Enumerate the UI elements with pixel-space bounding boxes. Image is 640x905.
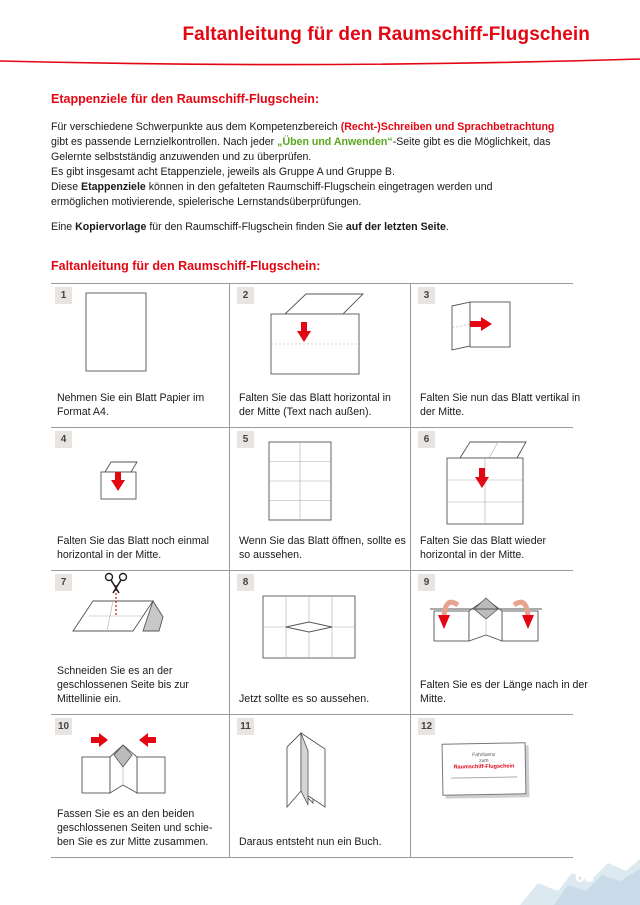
push-together-illustration <box>51 715 225 815</box>
booklet-line-1: Fahrlizenz <box>472 751 496 758</box>
step-caption: Falten Sie das Blatt wieder horizontal in der Mitte. <box>420 535 547 561</box>
step-cell <box>51 428 225 571</box>
step-cell <box>414 428 588 571</box>
refold-illustration <box>414 428 588 528</box>
step-number: 10 <box>55 718 72 735</box>
step-caption: Jetzt sollte es so aussehen. <box>239 692 370 705</box>
step-number: 11 <box>237 718 254 735</box>
step-caption: Falten Sie es der Länge nach in der Mitte. <box>420 678 588 705</box>
steps-row <box>51 427 573 571</box>
section-heading-faltanleitung: Faltanleitung für den Raumschiff-Flugschein: <box>51 259 321 273</box>
step-cell <box>233 571 407 714</box>
folding-steps-grid <box>51 283 588 858</box>
steps-row <box>51 283 581 427</box>
step-number: 4 <box>55 431 72 448</box>
step-cell <box>233 715 407 858</box>
steps-row <box>51 570 588 714</box>
section-heading-etappenziele: Etappenziele für den Raumschiff-Flugschein: <box>51 92 320 106</box>
booklet-line-3: Raumschiff-Flugschein <box>453 762 515 771</box>
step-caption: Fassen Sie es an den beiden geschlossenen Seiten und schie-ben Sie es zur Mitte zusammen. <box>57 808 213 848</box>
unfolded-sheet-illustration <box>233 428 407 528</box>
booklet-line-2: zum <box>479 757 489 764</box>
step-cell <box>414 715 588 858</box>
step-number: 9 <box>418 574 435 591</box>
step-number: 7 <box>55 574 72 591</box>
step-cell <box>51 715 225 858</box>
finished-booklet <box>442 742 527 795</box>
step-cell <box>51 571 225 714</box>
intro-paragraph: Für verschiedene Schwerpunkte aus dem Kompetenzbereich (Recht-)Schreiben und Sprachbetrachtung gibt es passende Lernzielkontrollen. Nach jeder „Üben und Anwenden“-Seite gibt es die Möglichkeit, das Gelernte selbstständig anzuwenden und zu überprüfen. Es gibt insgesamt acht Etappenziele, jeweils als Gruppe A und Gruppe B. Diese Etappenziele können in den gefalteten Raumschiff-Flugschein eingetragen werden und ermöglichen motivierende, spielerische Lernstandsüberprüfungen. <box>51 121 555 208</box>
sheet-illustration <box>51 284 225 384</box>
booklet-illustration <box>233 715 407 815</box>
steps-row <box>51 714 573 859</box>
step-caption: Falten Sie das Blatt noch einmal horizontal in der Mitte. <box>57 535 209 561</box>
step-number: 1 <box>55 287 72 304</box>
step-number: 6 <box>418 431 435 448</box>
lengthwise-fold-illustration <box>414 571 588 671</box>
step-cell <box>414 571 588 714</box>
step-number: 3 <box>418 287 435 304</box>
step-number: 5 <box>237 431 254 448</box>
cut-illustration <box>51 571 225 671</box>
step-caption: Daraus entsteht nun ein Buch. <box>239 836 382 848</box>
step-cell <box>233 428 407 571</box>
step-number: 8 <box>237 574 254 591</box>
step-caption: Nehmen Sie ein Blatt Papier im Format A4. <box>57 391 205 418</box>
step-caption: Falten Sie das Blatt horizontal in der Mitte (Text nach außen). <box>239 391 391 418</box>
step-caption: Wenn Sie das Blatt öffnen, sollte es so aussehen. <box>239 535 406 561</box>
vertical-fold-illustration <box>414 284 588 384</box>
step-number: 2 <box>237 287 254 304</box>
title-underline <box>0 55 640 69</box>
step-caption: Schneiden Sie es an der geschlossenen Seite bis zur Mittellinie ein. <box>57 664 189 705</box>
step-cell <box>414 284 588 427</box>
step-caption: Falten Sie nun das Blatt vertikal in der Mitte. <box>420 391 581 418</box>
step-number: 12 <box>418 718 435 735</box>
horizontal-fold-illustration <box>233 284 407 384</box>
page-title: Faltanleitung für den Raumschiff-Flugschein <box>182 24 590 45</box>
opened-cut-illustration <box>233 571 407 671</box>
step-cell <box>51 284 225 427</box>
copy-template-note: Eine Kopiervorlage für den Raumschiff-Flugschein finden Sie auf der letzten Seite. <box>51 221 449 233</box>
second-fold-illustration <box>51 428 225 528</box>
page-number: 63 <box>575 867 594 886</box>
step-cell <box>233 284 407 427</box>
